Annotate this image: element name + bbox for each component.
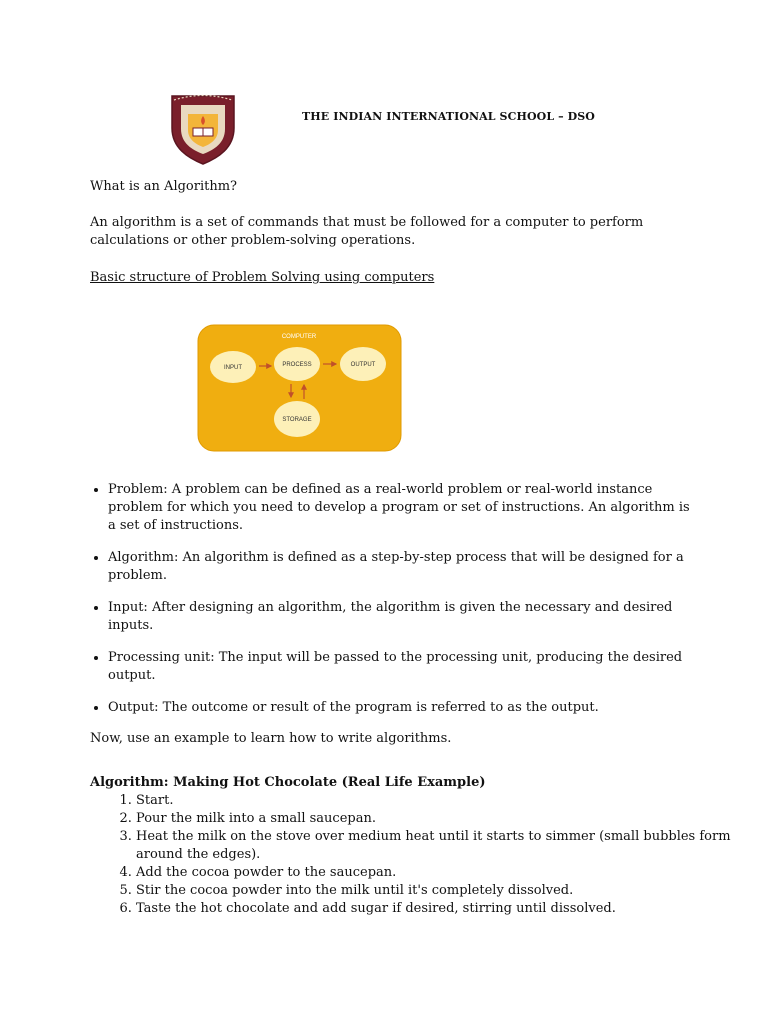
output-label: OUTPUT: [350, 362, 376, 368]
algorithm-heading: Algorithm: Making Hot Chocolate (Real Life Example): [90, 775, 486, 790]
school-title: THE INDIAN INTERNATIONAL SCHOOL – DSO: [302, 110, 595, 123]
list-item: • Input: After designing an algorithm, the algorithm is given the necessary and desired inputs.: [108, 599, 698, 635]
concept-list: [90, 481, 698, 717]
list-item: • Problem: A problem can be defined as a real-world problem or real-world instance problem for which you need to develop a program or set of instructions. An algorithm is a set of instructions.: [108, 481, 698, 535]
algorithm-steps: [90, 792, 731, 918]
step-item: 3. Heat the milk on the stove over medium heat until it starts to simmer (small bubbles form around the edges).: [136, 828, 731, 864]
step-item: 6. Taste the hot chocolate and add sugar if desired, stirring until dissolved.: [136, 900, 731, 918]
question-heading: What is an Algorithm?: [90, 179, 238, 194]
structure-heading: Basic structure of Problem Solving using computers: [90, 270, 435, 285]
process-label: PROCESS: [282, 362, 312, 368]
computer-label: COMPUTER: [281, 334, 317, 340]
step-item: 5. Stir the cocoa powder into the milk until it's completely dissolved.: [136, 882, 731, 900]
storage-label: STORAGE: [282, 417, 312, 423]
input-label: INPUT: [224, 365, 242, 371]
list-item: • Algorithm: An algorithm is defined as a step-by-step process that will be designed for a problem.: [108, 549, 698, 585]
algorithm-definition: An algorithm is a set of commands that must be followed for a computer to perform calculations or other problem-solving operations.: [90, 215, 644, 248]
example-intro: Now, use an example to learn how to write algorithms.: [90, 731, 452, 746]
step-item: 4. Add the cocoa powder to the saucepan.: [136, 864, 731, 882]
school-crest-icon: [168, 92, 238, 166]
step-item: 2. Pour the milk into a small saucepan.: [136, 810, 731, 828]
list-item: • Processing unit: The input will be passed to the processing unit, producing the desired output.: [108, 649, 698, 685]
list-item: • Output: The outcome or result of the program is referred to as the output.: [108, 699, 698, 717]
step-item: 1. Start.: [136, 792, 731, 810]
computer-structure-diagram: [197, 324, 402, 452]
